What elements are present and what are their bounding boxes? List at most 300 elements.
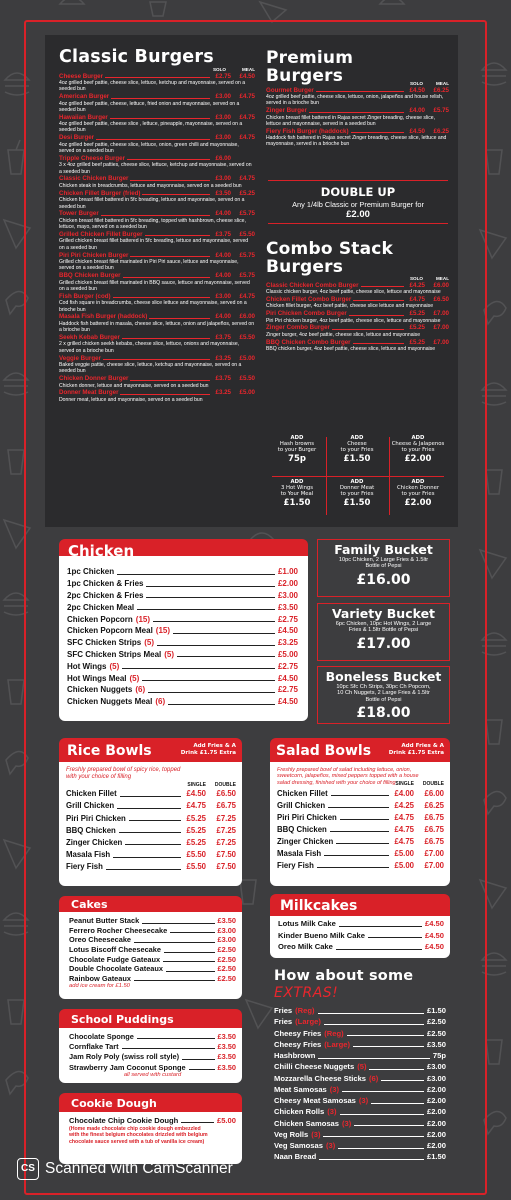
item-quantity: (3) <box>311 1129 321 1139</box>
item-name: Chicken Nuggets Meal <box>67 697 153 707</box>
burger-item <box>59 210 255 231</box>
meal-price: £5.50 <box>239 230 255 238</box>
chicken-row <box>67 672 298 684</box>
meal-price: £5.75 <box>239 272 255 280</box>
leader-dots <box>125 839 181 845</box>
item-name: Chicken Fillet <box>277 788 328 798</box>
bucket-box <box>317 603 450 661</box>
item-price: £1.50 <box>426 1006 446 1016</box>
salad-bowl-row <box>277 823 444 835</box>
school-note: all served with custard <box>123 1072 182 1079</box>
burger-item-line <box>59 375 255 383</box>
leader-dots <box>354 1120 424 1126</box>
item-price: £2.00 <box>426 1096 446 1106</box>
solo-price: £4.50 <box>409 127 425 135</box>
item-price: £2.75 <box>277 614 298 624</box>
milkcakes-list <box>278 918 444 953</box>
burger-name: Zinger Combo Burger <box>266 324 330 332</box>
meal-price: £4.75 <box>239 175 255 183</box>
addon-price: £1.50 <box>343 454 371 464</box>
item-quantity: (5) <box>144 638 155 648</box>
meal-price: £5.50 <box>239 333 255 341</box>
item-name: Meat Samosas <box>274 1084 327 1094</box>
addon-box <box>328 479 386 506</box>
burger-item-line <box>266 107 449 115</box>
item-price: £2.00 <box>426 1129 446 1139</box>
extras-row <box>274 1140 446 1151</box>
burger-item <box>59 375 255 389</box>
cake-row <box>69 974 236 984</box>
addon-box <box>389 435 447 462</box>
leader-line <box>349 312 404 316</box>
single-price: £5.50 <box>186 850 206 860</box>
solo-price: £3.75 <box>215 230 231 238</box>
single-price: £4.50 <box>186 789 206 799</box>
leader-dots <box>328 802 389 808</box>
meal-price: £4.75 <box>239 93 255 101</box>
double-price: £7.50 <box>216 850 236 860</box>
item-price: £4.50 <box>277 626 298 636</box>
item-name: BBQ Chicken <box>277 824 327 834</box>
burger-item <box>59 113 255 134</box>
burger-description: BBQ chicken burger, 4oz beef pattie, cheese slice, lettuce and mayonnaise <box>266 346 436 353</box>
single-price: £4.75 <box>394 812 414 822</box>
leader-line <box>353 340 404 344</box>
single-price: £4.25 <box>394 800 414 810</box>
leader-line <box>110 115 210 119</box>
classic-burgers-list <box>59 72 255 403</box>
burger-description: Grilled chicken breast fillet marinated in Piri Piri sauce, lettuce and mayonnaise, served on a seeded bun <box>59 259 239 272</box>
item-price: £3.50 <box>217 1062 236 1072</box>
leader-line <box>122 335 210 339</box>
burger-description: 4oz grilled beef pattie, cheese slice , lettuce, pineapple, mayonnaise, served on a seeded bun <box>59 121 243 134</box>
extras-row <box>274 1061 446 1072</box>
item-name: 2pc Chicken & Fries <box>67 590 144 600</box>
leader-dots <box>323 1131 424 1137</box>
item-name: Double Chocolate Gateaux <box>69 964 164 974</box>
item-quantity: (Large) <box>324 1039 351 1049</box>
bucket-price: £18.00 <box>356 704 411 721</box>
solo-price: £6.00 <box>215 154 231 162</box>
bucket-box <box>317 666 450 724</box>
item-price: £3.00 <box>426 1073 446 1083</box>
leader-dots <box>120 791 181 797</box>
extras-row <box>274 1106 446 1117</box>
addon-line2: to Your Meal <box>280 491 314 497</box>
burger-item <box>266 338 449 352</box>
solo-price: £4.00 <box>409 107 425 115</box>
item-name: Grill Chicken <box>277 800 326 810</box>
chicken-row <box>67 660 298 672</box>
burger-item-line <box>59 272 255 280</box>
burger-item <box>266 127 449 148</box>
addon-box <box>328 435 386 462</box>
pudding-row <box>69 1041 236 1051</box>
milkcakes-card <box>270 916 450 958</box>
premium-burgers-section <box>266 49 449 148</box>
item-quantity: (5) <box>109 661 120 671</box>
leader-dots <box>369 1064 424 1070</box>
leader-dots <box>117 569 275 575</box>
leader-dots <box>353 1041 424 1047</box>
solo-price: £4.00 <box>215 210 231 218</box>
leader-dots <box>342 1086 424 1092</box>
burger-name: Chicken Donner Burger <box>59 375 129 383</box>
leader-line <box>130 177 210 181</box>
item-name: Fiery Fish <box>277 860 314 870</box>
burger-name: Masala Fish Burger (haddock) <box>59 313 148 321</box>
item-price: £4.50 <box>424 919 444 929</box>
salad-extra-line1: Add Fries & A <box>401 743 444 749</box>
bucket-title: Variety Bucket <box>331 606 436 621</box>
burger-name: Cheese Burger <box>59 72 104 80</box>
burger-item-line <box>59 333 255 341</box>
single-price: £5.50 <box>186 862 206 872</box>
burger-item-line <box>59 175 255 183</box>
salad-subtitle: Freshly prepared bowl of salad including lettuce, onion, sweetcorn, jalapeños, mixed peppers topped with a house salad dressing, finished with your choice of filling <box>277 767 419 786</box>
item-name: Chicken Rolls <box>274 1107 325 1117</box>
item-price: £3.00 <box>426 1062 446 1072</box>
chicken-card <box>59 556 308 721</box>
leader-dots <box>339 921 422 927</box>
addons-grid <box>268 433 448 519</box>
rice-extra-line1: Add Fries & A <box>193 743 236 749</box>
leader-dots <box>163 956 214 962</box>
item-name: SFC Chicken Strips <box>67 638 142 648</box>
item-price: £1.50 <box>426 1152 446 1162</box>
burger-item <box>59 230 255 251</box>
cookie-dough-description: (Home made chocolate chip cookie dough embezzled with the finest belgium chocolates drizzled with belgium chocolate sauce served with a tub of vanilla ice cream) <box>69 1126 208 1145</box>
burger-description: Chicken donner, lettuce and mayonnaise, served on a seeded bun <box>59 382 209 389</box>
burger-description: Chicken breast fillet battered in Rajas secret Zinger breading, cheese slice, lettuce and mayonnaise, served in a seeded bun <box>266 114 436 127</box>
cake-row <box>69 945 236 955</box>
burger-name: Fiery Fish Burger (haddock) <box>266 127 349 135</box>
solo-header: SOLO <box>409 81 423 86</box>
item-price: 75p <box>432 1051 446 1061</box>
item-name: Cornflake Tart <box>69 1041 119 1051</box>
addon-label: ADD <box>411 435 425 441</box>
item-name: Chicken Samosas <box>274 1118 339 1128</box>
addon-label: ADD <box>350 435 364 441</box>
burger-name: Tower Burger <box>59 210 99 218</box>
item-name: Chocolate Sponge <box>69 1031 134 1041</box>
item-name: Cheesy Fries <box>274 1028 322 1038</box>
item-price: £2.50 <box>426 1017 446 1027</box>
solo-price: £5.25 <box>409 310 425 318</box>
leader-line <box>130 253 210 257</box>
item-price: £3.25 <box>277 638 298 648</box>
item-price: £2.50 <box>217 973 236 983</box>
addon-line1: Cheese & Jalapenos <box>391 441 445 447</box>
cake-row <box>69 935 236 945</box>
burger-description: Chicken breast fillet battered in 5fc breading, lettuce and mayonnaise, served on a seeded bun <box>59 197 245 210</box>
burger-description: Chicken fillet burger, 4oz beef pattie, cheese slice lettuce and mayonnaise <box>266 303 434 310</box>
salad-bowl-row <box>277 799 444 811</box>
burger-item <box>59 154 255 175</box>
item-price: £5.00 <box>277 649 298 659</box>
rice-bowls-list <box>66 788 236 873</box>
burger-item-line <box>266 324 449 332</box>
chicken-row <box>67 625 298 637</box>
item-price: £2.50 <box>217 954 236 964</box>
chicken-row <box>67 649 298 661</box>
chicken-row <box>67 566 298 578</box>
chicken-row <box>67 601 298 613</box>
item-price: £3.50 <box>217 916 236 926</box>
item-price: £2.50 <box>426 1028 446 1038</box>
item-quantity: (3) <box>327 1107 337 1117</box>
burger-description: Cod fish square in breadcrumbs, cheese slice lettuce and mayonnaise, served on a brioche bun <box>59 300 247 313</box>
burger-item <box>59 251 255 272</box>
burger-name: Grilled Chicken Fillet Burger <box>59 230 143 238</box>
meal-price: £5.50 <box>239 375 255 383</box>
item-name: SFC Chicken Strips Meal <box>67 649 162 659</box>
solo-header: SOLO <box>409 276 423 281</box>
item-name: Fries <box>274 1017 293 1027</box>
item-name: Ferrero Rocher Cheesecake <box>69 925 168 935</box>
leader-dots <box>170 927 214 933</box>
rice-bowl-row <box>66 800 236 812</box>
chicken-row <box>67 590 298 602</box>
rice-bowl-row <box>66 849 236 861</box>
cookie-dough-row <box>69 1115 236 1125</box>
item-name: Fries <box>274 1006 293 1016</box>
double-price: £7.00 <box>424 848 444 858</box>
burger-item-line <box>59 113 255 121</box>
item-name: Hashbrown <box>274 1051 316 1061</box>
item-price: £2.50 <box>217 945 236 955</box>
double-price: £6.50 <box>216 789 236 799</box>
cake-row <box>69 916 236 926</box>
item-name: Rainbow Gateaux <box>69 973 132 983</box>
burger-name: Classic Chicken Combo Burger <box>266 281 359 289</box>
leader-dots <box>142 675 275 681</box>
burger-item-line <box>59 313 255 321</box>
double-price: £7.25 <box>216 837 236 847</box>
leader-dots <box>106 864 181 870</box>
item-name: Chilli Cheese Nuggets <box>274 1062 355 1072</box>
leader-dots <box>153 616 275 622</box>
addon-price: 75p <box>288 454 306 464</box>
classic-burgers-section <box>59 48 255 403</box>
item-name: Peanut Butter Stack <box>69 916 140 926</box>
double-price: £7.00 <box>424 860 444 870</box>
item-name: Chicken Nuggets <box>67 685 133 695</box>
addon-box <box>268 479 326 506</box>
leader-dots <box>181 1117 214 1123</box>
pudding-row <box>69 1062 236 1072</box>
single-price: £5.25 <box>186 837 206 847</box>
burger-item <box>59 189 255 210</box>
meal-price: £5.00 <box>239 389 255 397</box>
addon-label: ADD <box>290 435 304 441</box>
item-name: Veg Rolls <box>274 1129 309 1139</box>
addon-line1: Chicken Donner <box>396 485 440 491</box>
camscanner-watermark <box>17 1157 233 1181</box>
classic-burgers-title: Classic Burgers <box>59 47 214 67</box>
burger-item-line <box>59 72 255 80</box>
leader-dots <box>137 1033 215 1039</box>
rice-bowls-title: Rice Bowls <box>67 743 152 759</box>
addon-label: ADD <box>411 479 425 485</box>
addon-box <box>268 435 326 462</box>
milkcake-row <box>278 930 444 942</box>
burger-item <box>59 175 255 189</box>
salad-bowls-title: Salad Bowls <box>276 743 372 759</box>
meal-header: MEAL <box>241 67 255 72</box>
burger-item-line <box>266 338 449 346</box>
salad-bowl-row <box>277 847 444 859</box>
meal-price: £6.00 <box>239 313 255 321</box>
burger-item <box>59 72 255 93</box>
item-price: £4.50 <box>424 942 444 952</box>
meal-price: £7.00 <box>433 324 449 332</box>
item-name: Chicken Popcorn <box>67 614 133 624</box>
burger-item-line <box>266 86 449 94</box>
item-price: £2.00 <box>426 1107 446 1117</box>
burger-name: Chicken Fillet Burger (fried) <box>59 189 141 197</box>
addon-price: £2.00 <box>404 454 432 464</box>
burger-name: Hawaiian Burger <box>59 113 108 121</box>
item-price: £3.00 <box>277 590 298 600</box>
item-quantity: (15) <box>135 614 151 624</box>
solo-price: £3.00 <box>215 134 231 142</box>
burger-description: 4oz grilled beef pattie, cheese slice, lettuce, ketchup and mayonnaise, served on a seeded bun <box>59 80 246 93</box>
item-name: Jam Roly Poly (swiss roll style) <box>69 1052 180 1062</box>
premium-title-line1: Premium <box>266 48 354 68</box>
addon-line2: to your Burger <box>277 447 317 453</box>
leader-dots <box>164 947 214 953</box>
leader-dots <box>122 663 275 669</box>
meal-price: £5.75 <box>239 251 255 259</box>
item-price: £4.50 <box>277 673 298 683</box>
leader-dots <box>317 862 389 868</box>
item-price: £3.50 <box>217 1052 236 1062</box>
burger-name: Piri Chicken Combo Burger <box>266 310 347 318</box>
leader-dots <box>338 1143 424 1149</box>
solo-price: £4.50 <box>409 86 425 94</box>
burger-name: Donner Meat Burger <box>59 389 119 397</box>
leader-dots <box>146 581 274 587</box>
cakes-card <box>59 912 242 999</box>
burger-description: 2 x grilled chicken seekh kebabs, cheese slice, lettuce, onions and mayonnaise, served on a brioche bun <box>59 341 240 354</box>
bucket-description: 10pc Chicken, 2 Large Fries & 1.5ltr Bottle of Pepsi <box>338 557 429 570</box>
item-name: Hot Wings <box>67 661 107 671</box>
extras-row <box>274 1151 446 1162</box>
salad-bowl-row <box>277 811 444 823</box>
bucket-title: Boneless Bucket <box>325 669 442 684</box>
leader-dots <box>381 1075 424 1081</box>
item-quantity: (3) <box>325 1141 336 1151</box>
burger-description: 3 x 4oz grilled beef patties, cheese slice, lettuce, ketchup and mayonnaise, served on a seeded bun <box>59 162 252 175</box>
double-price: £6.25 <box>424 800 444 810</box>
drink-doodle-icon <box>8 140 24 174</box>
burger-description: 4oz grilled beef pattie, cheese, lettuce, fried onion and mayonnaise, served on a seeded bun <box>59 100 240 113</box>
item-quantity: (3) <box>342 1118 352 1128</box>
item-name: Chicken Popcorn Meal <box>67 626 153 636</box>
burger-item-line <box>59 251 255 259</box>
solo-price: £5.25 <box>409 324 425 332</box>
burger-description: Grilled chicken breast fillet battered in 5fc breading, lettuce and mayonnaise, served on a seeded bun <box>59 238 249 251</box>
meal-header: MEAL <box>435 81 449 86</box>
burger-description: Haddock fish battered in masala, cheese slice, lettuce, onion and jalapeños, served on a brioche bun <box>59 320 255 334</box>
salad-bowl-row <box>277 835 444 847</box>
burger-item-line <box>59 189 255 197</box>
burger-item-line <box>266 310 449 318</box>
single-header: SINGLE <box>187 781 206 788</box>
burger-description: Haddock fish battered in Rajas secret Zinger breading, cheese slice, lettuce and mayonnaise, served in a brioche bun <box>266 135 447 148</box>
item-price: £3.50 <box>277 602 298 612</box>
item-name: BBQ Chicken <box>66 825 116 835</box>
burger-description: Zinger burger, 4oz beef pattie, cheese slice, lettuce and mayonnaise <box>266 331 421 338</box>
solo-price: £3.25 <box>215 354 231 362</box>
extras-title-line1: How about some <box>274 968 414 984</box>
addon-line2: to your Fries <box>401 491 435 497</box>
addon-line2: to your Fries <box>401 447 435 453</box>
item-price: £2.00 <box>426 1084 446 1094</box>
extras-row <box>274 1095 446 1106</box>
item-name: Piri Piri Chicken <box>277 812 337 822</box>
leader-dots <box>318 1008 424 1014</box>
double-header: DOUBLE <box>422 781 444 788</box>
double-up-title: DOUBLE UP <box>320 185 396 199</box>
item-name: Cheesy Fries <box>274 1039 322 1049</box>
burger-item <box>59 134 255 155</box>
rice-bowl-row <box>66 812 236 824</box>
chicken-list <box>67 566 298 708</box>
solo-price: £3.00 <box>215 113 231 121</box>
addon-line1: 3 Hot Wings <box>280 485 314 491</box>
leader-line <box>353 297 404 301</box>
solo-price: £5.25 <box>409 338 425 346</box>
item-quantity: (5) <box>357 1062 367 1072</box>
combo-burgers-list <box>266 281 449 352</box>
leader-dots <box>177 651 275 657</box>
single-price: £4.75 <box>394 824 414 834</box>
cake-row <box>69 926 236 936</box>
meal-price: £7.00 <box>433 310 449 318</box>
rice-bowls-card <box>59 762 242 886</box>
item-name: Lotus Biscoff Cheesecake <box>69 945 162 955</box>
burger-item-line <box>59 292 255 300</box>
leader-dots <box>347 1030 424 1036</box>
leader-dots <box>173 628 275 634</box>
cookie-dough-name: Chocolate Chip Cookie Dough <box>69 1115 179 1125</box>
double-price: £7.25 <box>216 813 236 823</box>
cake-row <box>69 954 236 964</box>
extras-list <box>274 1005 446 1163</box>
solo-price: £4.00 <box>215 251 231 259</box>
bucket-price: £17.00 <box>356 635 411 652</box>
item-price: £3.50 <box>426 1039 446 1049</box>
cakes-note: add ice cream for £1.50 <box>69 983 130 990</box>
item-name: Oreo Cheesecake <box>69 935 132 945</box>
solo-header: SOLO <box>212 67 226 72</box>
milkcakes-title: Milkcakes <box>280 898 358 914</box>
solo-price: £4.00 <box>215 272 231 280</box>
leader-dots <box>324 850 389 856</box>
leader-dots <box>336 838 389 844</box>
leader-line <box>105 74 210 78</box>
double-price: £6.75 <box>424 812 444 822</box>
double-price: £6.00 <box>424 788 444 798</box>
item-quantity: (Large) <box>295 1017 321 1027</box>
combo-title-line1: Combo Stack <box>266 239 394 259</box>
burger-item-line <box>59 93 255 101</box>
item-price: £2.75 <box>277 685 298 695</box>
item-price: £4.50 <box>424 930 444 940</box>
bucket-description: 10pc Sfc Ch Strips, 30pc Ch Popcorn, 10 Ch Nuggets, 2 Large Fries & 1.5ltr Bottle of Pepsi <box>336 684 431 703</box>
